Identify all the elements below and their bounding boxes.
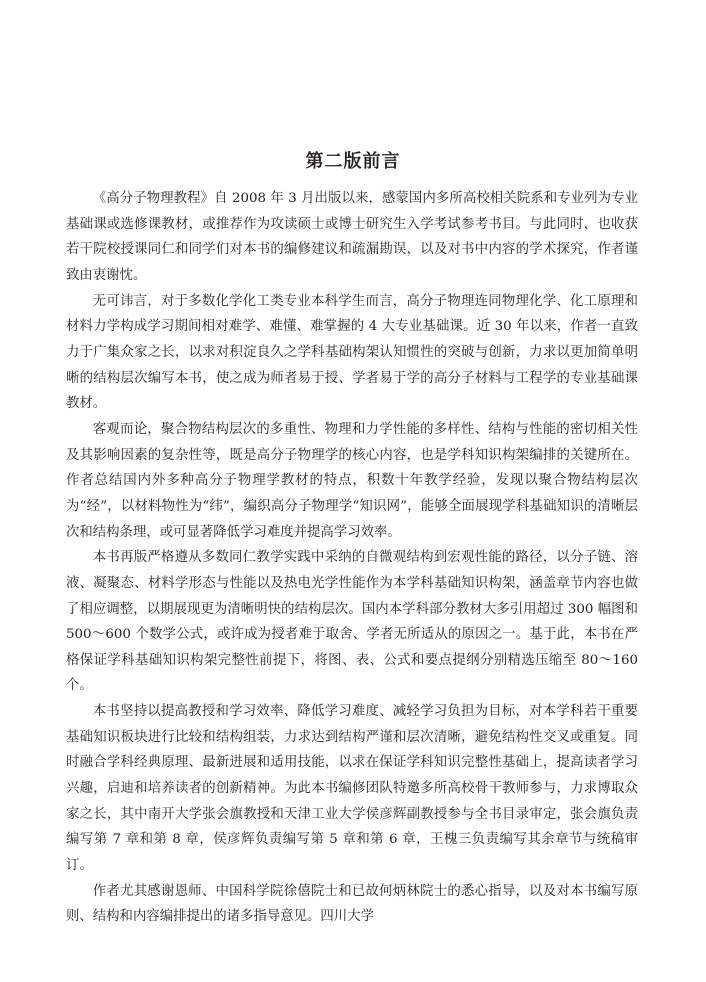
page-title: 第二版前言 — [305, 151, 401, 172]
paragraph: 本书坚持以提高教授和学习效率、降低学习难度、减轻学习负担为目标，对本学科若干重要基础知识板块进行比较和结构组装，力求达到结构严谨和层次清晰，避免结构性交叉或重复。同时融合学科经典原理、最新进展和适用技能，以求在保证学科知识完整性基础上，提高读者学习兴趣，启迪和培养读者的创新精神。为此本书编修团队特邀多所高校骨干教师参与，力求博取众家之长，其中南开大学张会旗教授和天津工业大学侯彦辉副教授参与全书目录审定，张会旗负责编写第 7 章和第 8 章，侯彦辉负责编写第 5 章和第 6 章，王槐三负责编写其余章节与统稿审订。 — [66, 704, 638, 874]
preface-body — [66, 186, 638, 930]
paragraph: 《高分子物理教程》自 2008 年 3 月出版以来，感蒙国内多所高校相关院系和专业列为专业基础课或选修课教材，或推荐作为攻读硕士或博士研究生入学考试参考书目。与此同时，也收获若干院校授课同仁和同学们对本书的编修建议和疏漏勘误，以及对书中内容的学术探究，作者谨致由衷谢忱。 — [66, 191, 638, 283]
paragraph: 无可讳言，对于多数化学化工类专业本科学生而言，高分子物理连同物理化学、化工原理和材料力学构成学习期间相对难学、难懂、难掌握的 4 大专业基础课。近 30 年以来，作者一直致力于广集众家之长，以求对积淀良久之学科基础构架认知惯性的突破与创新，力求以更加简单明晰的结构层次编写本书，使之成为师者易于授、学者易于学的高分子材料与工程学的专业基础课教材。 — [66, 293, 638, 412]
paragraph: 作者尤其感谢恩师、中国科学院徐僖院士和已故何炳林院士的悉心指导，以及对本书编写原则、结构和内容编排提出的诸多指导意见。四川大学 — [66, 883, 638, 925]
paragraph: 本书再版严格遵从多数同仁教学实践中采纳的自微观结构到宏观性能的路径，以分子链、溶液、凝聚态、材料学形态与性能以及热电光学性能作为本学科基础知识构架，涵盖章节内容也做了相应调整，以期展现更为清晰明快的结构层次。国内本学科部分教材大多引用超过 300 幅图和 500～600 个数学公式，或许成为授者难于取舍、学者无所适从的原因之一。基于此，本书在严格保证学科基础知识构架完整性前提下，将图、表、公式和要点提纲分别精选压缩至 80～160 个。 — [66, 550, 638, 694]
paragraph: 客观而论，聚合物结构层次的多重性、物理和力学性能的多样性、结构与性能的密切相关性及其影响因素的复杂性等，既是高分子物理学的核心内容，也是学科知识构架编排的关键所在。作者总结国内外多种高分子物理学教材的特点，积数十年教学经验，发现以聚合物结构层次为“经”，以材料物性为“纬”，编织高分子物理学“知识网”，能够全面展现学科基础知识的清晰层次和结构条理，或可显著降低学习难度并提高学习效率。 — [66, 421, 638, 540]
